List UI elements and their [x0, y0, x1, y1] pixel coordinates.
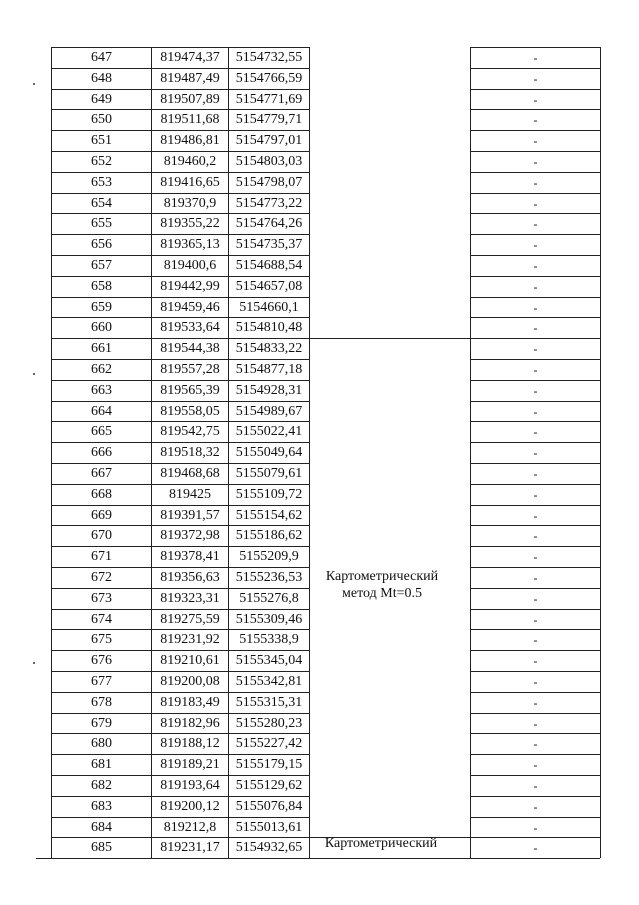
x-coordinate-cell: 819212,8 — [163, 819, 217, 835]
row-border — [51, 671, 309, 672]
point-number-cell: 658 — [91, 278, 112, 294]
y-coordinate-cell: 5155338,9 — [239, 632, 299, 648]
y-coordinate-cell: 5155129,62 — [235, 778, 303, 793]
y-coordinate-cell: 5154779,71 — [235, 112, 303, 128]
point-number-cell: 661 — [91, 341, 112, 357]
y-coordinate-cell: 5154657,08 — [235, 278, 303, 294]
row-border — [51, 796, 309, 797]
point-number-cell: 676 — [91, 653, 112, 669]
x-coordinate-cell: 819372,98 — [160, 528, 220, 544]
point-number-cell: 672 — [91, 570, 112, 585]
row-border-dash — [470, 671, 600, 672]
row-border — [51, 754, 309, 755]
row-border — [51, 775, 309, 776]
error-value-cell: - — [533, 175, 538, 190]
error-value-cell: - — [533, 446, 538, 461]
point-number-cell: 660 — [91, 320, 112, 336]
row-border — [51, 629, 309, 630]
row-border — [51, 713, 309, 714]
row-border-dash — [470, 796, 600, 797]
y-coordinate-cell: 5155309,46 — [235, 611, 303, 627]
x-coordinate-cell: 819542,75 — [160, 424, 220, 440]
row-border-dash — [470, 276, 600, 277]
error-value-cell: - — [533, 799, 538, 814]
y-coordinate-cell: 5154735,37 — [235, 237, 303, 253]
point-number-cell: 671 — [91, 549, 112, 565]
point-number-cell: 656 — [91, 237, 112, 253]
row-border-dash — [470, 151, 600, 152]
row-border-dash — [470, 338, 600, 339]
point-number-cell: 663 — [91, 382, 112, 398]
point-number-cell: 681 — [91, 757, 112, 773]
x-coordinate-cell: 819425 — [169, 486, 211, 502]
row-border — [51, 47, 309, 48]
row-border-dash — [470, 421, 600, 422]
y-coordinate-cell: 5155013,61 — [235, 819, 303, 835]
point-number-cell: 683 — [91, 798, 112, 814]
x-coordinate-cell: 819356,63 — [160, 570, 220, 585]
point-number-cell: 648 — [91, 70, 112, 86]
row-border-dash — [470, 130, 600, 131]
method-label-line2: метод Mt=0.5 — [342, 586, 422, 601]
x-coordinate-cell: 819200,12 — [160, 798, 220, 814]
row-border-dash — [470, 109, 600, 110]
y-coordinate-cell: 5154771,69 — [235, 91, 303, 107]
x-coordinate-cell: 819365,13 — [160, 237, 220, 253]
point-number-cell: 650 — [91, 112, 112, 128]
col-border-y — [309, 47, 310, 858]
x-coordinate-cell: 819518,32 — [160, 445, 220, 461]
row-border — [51, 733, 309, 734]
point-number-cell: 664 — [91, 403, 112, 419]
x-coordinate-cell: 819193,64 — [160, 778, 220, 793]
point-number-cell: 654 — [91, 195, 112, 211]
row-border — [51, 68, 309, 69]
row-border — [51, 359, 309, 360]
error-value-cell: - — [533, 737, 538, 752]
scan-speck — [33, 662, 35, 664]
row-border-dash — [470, 463, 600, 464]
y-coordinate-cell: 5155049,64 — [235, 445, 303, 461]
error-value-cell: - — [533, 51, 538, 65]
x-coordinate-cell: 819460,2 — [163, 154, 217, 169]
y-coordinate-cell: 5155109,72 — [235, 486, 303, 502]
row-border — [51, 297, 309, 298]
error-value-cell: - — [533, 820, 538, 835]
method-label-line1: Картометрический — [325, 569, 439, 584]
x-coordinate-cell: 819486,81 — [160, 133, 220, 149]
point-number-cell: 677 — [91, 674, 112, 689]
method-label — [312, 568, 452, 602]
row-border-dash — [470, 692, 600, 693]
row-border-dash — [470, 609, 600, 610]
row-border — [51, 109, 309, 110]
row-border — [51, 234, 309, 235]
row-border-dash — [470, 89, 600, 90]
x-coordinate-cell: 819459,46 — [160, 299, 220, 315]
row-border-dash — [470, 213, 600, 214]
point-number-cell: 679 — [91, 715, 112, 731]
row-border — [51, 692, 309, 693]
x-coordinate-cell: 819511,68 — [160, 112, 220, 128]
x-coordinate-cell: 819231,92 — [160, 632, 220, 648]
row-border-dash — [470, 68, 600, 69]
row-border-dash — [470, 775, 600, 776]
point-number-cell: 651 — [91, 133, 112, 149]
x-coordinate-cell: 819544,38 — [160, 341, 220, 357]
row-border — [51, 609, 309, 610]
point-number-cell: 649 — [91, 91, 112, 107]
y-coordinate-cell: 5155280,23 — [235, 715, 303, 731]
x-coordinate-cell: 819323,31 — [160, 590, 220, 606]
x-coordinate-cell: 819557,28 — [160, 362, 220, 377]
row-border — [51, 317, 309, 318]
row-border — [51, 442, 309, 443]
error-value-cell: - — [533, 259, 538, 273]
x-coordinate-cell: 819533,64 — [160, 320, 220, 336]
point-number-cell: 662 — [91, 362, 112, 377]
row-border — [51, 463, 309, 464]
y-coordinate-cell: 5154660,1 — [239, 299, 299, 315]
y-coordinate-cell: 5154932,65 — [235, 840, 303, 856]
y-coordinate-cell: 5154797,01 — [235, 133, 303, 149]
x-coordinate-cell: 819183,49 — [160, 694, 220, 710]
table-bottom-rule — [36, 858, 600, 859]
x-coordinate-cell: 819487,49 — [160, 70, 220, 86]
error-value-cell: - — [533, 342, 538, 357]
row-border — [51, 567, 309, 568]
row-border — [51, 401, 309, 402]
y-coordinate-cell: 5155186,62 — [235, 528, 303, 544]
row-border — [51, 213, 309, 214]
row-border-dash — [470, 588, 600, 589]
x-coordinate-cell: 819370,9 — [163, 195, 217, 211]
point-number-cell: 653 — [91, 174, 112, 190]
y-coordinate-cell: 5154989,67 — [235, 403, 303, 419]
x-coordinate-cell: 819210,61 — [160, 653, 220, 669]
y-coordinate-cell: 5154773,22 — [235, 195, 303, 211]
x-coordinate-cell: 819507,89 — [160, 91, 220, 107]
y-coordinate-cell: 5155315,31 — [235, 694, 303, 710]
row-border — [51, 505, 309, 506]
point-number-cell: 665 — [91, 424, 112, 440]
row-border-dash — [470, 47, 600, 48]
error-value-cell: - — [533, 591, 538, 606]
point-number-cell: 682 — [91, 778, 112, 793]
y-coordinate-cell: 5154833,22 — [235, 341, 303, 357]
y-coordinate-cell: 5155227,42 — [235, 736, 303, 752]
row-border-dash — [470, 505, 600, 506]
row-border-dash — [470, 650, 600, 651]
row-border-dash — [470, 484, 600, 485]
y-coordinate-cell: 5154688,54 — [235, 258, 303, 273]
x-coordinate-cell: 819378,41 — [160, 549, 220, 565]
row-border — [51, 484, 309, 485]
y-coordinate-cell: 5155179,15 — [235, 757, 303, 773]
y-coordinate-cell: 5155209,9 — [239, 549, 299, 565]
col-border-right — [600, 47, 601, 858]
row-border — [51, 130, 309, 131]
point-number-cell: 674 — [91, 611, 112, 627]
y-coordinate-cell: 5154732,55 — [235, 50, 303, 65]
point-number-cell: 678 — [91, 694, 112, 710]
point-number-cell: 668 — [91, 486, 112, 502]
x-coordinate-cell: 819182,96 — [160, 715, 220, 731]
scan-speck — [33, 83, 35, 85]
point-number-cell: 659 — [91, 299, 112, 315]
row-border — [51, 588, 309, 589]
row-border-dash — [470, 193, 600, 194]
row-border — [51, 380, 309, 381]
error-value-cell: - — [533, 758, 538, 773]
row-border-dash — [470, 546, 600, 547]
row-border — [51, 525, 309, 526]
error-value-cell: - — [533, 113, 538, 128]
row-border-dash — [470, 401, 600, 402]
x-coordinate-cell: 819416,65 — [160, 174, 220, 190]
row-border-dash — [470, 359, 600, 360]
row-border-dash — [470, 317, 600, 318]
error-value-cell: - — [533, 279, 538, 294]
error-value-cell: - — [533, 550, 538, 565]
x-coordinate-cell: 819558,05 — [160, 403, 220, 419]
error-value-cell: - — [533, 487, 538, 502]
point-number-cell: 669 — [91, 507, 112, 523]
y-coordinate-cell: 5154877,18 — [235, 362, 303, 377]
y-coordinate-cell: 5155342,81 — [235, 674, 303, 689]
x-coordinate-cell: 819231,17 — [160, 840, 220, 856]
row-border-dash — [470, 380, 600, 381]
x-coordinate-cell: 819188,12 — [160, 736, 220, 752]
error-value-cell: - — [533, 425, 538, 440]
point-number-cell: 675 — [91, 632, 112, 648]
y-coordinate-cell: 5154766,59 — [235, 70, 303, 86]
row-border — [51, 546, 309, 547]
row-border-dash — [470, 817, 600, 818]
y-coordinate-cell: 5155022,41 — [235, 424, 303, 440]
method-label-last-row: Картометрический — [324, 836, 438, 851]
point-number-cell: 667 — [91, 466, 112, 481]
y-coordinate-cell: 5155079,61 — [235, 466, 303, 481]
row-border-dash — [470, 629, 600, 630]
row-border-dash — [470, 525, 600, 526]
point-number-cell: 647 — [91, 50, 112, 65]
error-value-cell: - — [533, 155, 538, 169]
y-coordinate-cell: 5154810,48 — [235, 320, 303, 336]
error-value-cell: - — [533, 404, 538, 419]
error-value-cell: - — [533, 467, 538, 481]
row-border — [51, 650, 309, 651]
error-value-cell: - — [533, 633, 538, 648]
error-value-cell: - — [533, 71, 538, 86]
x-coordinate-cell: 819565,39 — [160, 382, 220, 398]
point-number-cell: 652 — [91, 154, 112, 169]
error-value-cell: - — [533, 695, 538, 710]
row-border-dash — [470, 255, 600, 256]
row-border-dash — [470, 442, 600, 443]
error-value-cell: - — [533, 675, 538, 689]
y-coordinate-cell: 5155076,84 — [235, 798, 303, 814]
y-coordinate-cell: 5155276,8 — [239, 590, 299, 606]
error-value-cell: - — [533, 716, 538, 731]
row-border — [51, 276, 309, 277]
error-value-cell: - — [533, 779, 538, 793]
y-coordinate-cell: 5155154,62 — [235, 507, 303, 523]
point-number-cell: 655 — [91, 216, 112, 232]
error-value-cell: - — [533, 508, 538, 523]
row-border-dash — [470, 713, 600, 714]
x-coordinate-cell: 819189,21 — [160, 757, 220, 773]
row-border — [51, 338, 470, 339]
row-border-dash — [470, 733, 600, 734]
error-value-cell: - — [533, 321, 538, 336]
point-number-cell: 680 — [91, 736, 112, 752]
error-value-cell: - — [533, 654, 538, 669]
point-number-cell: 670 — [91, 528, 112, 544]
row-border-dash — [470, 837, 600, 838]
error-value-cell: - — [533, 612, 538, 627]
point-number-cell: 666 — [91, 445, 112, 461]
x-coordinate-cell: 819391,57 — [160, 507, 220, 523]
y-coordinate-cell: 5155236,53 — [235, 570, 303, 585]
x-coordinate-cell: 819200,08 — [160, 674, 220, 689]
row-border-dash — [470, 754, 600, 755]
error-value-cell: - — [533, 92, 538, 107]
x-coordinate-cell: 819474,37 — [160, 50, 220, 65]
row-border-dash — [470, 234, 600, 235]
row-border — [51, 89, 309, 90]
error-value-cell: - — [533, 300, 538, 315]
row-border-dash — [470, 172, 600, 173]
error-value-cell: - — [533, 134, 538, 149]
row-border — [51, 172, 309, 173]
error-value-cell: - — [533, 529, 538, 544]
error-value-cell: - — [533, 363, 538, 377]
point-number-cell: 684 — [91, 819, 112, 835]
y-coordinate-cell: 5154928,31 — [235, 382, 303, 398]
point-number-cell: 685 — [91, 840, 112, 856]
y-coordinate-cell: 5154764,26 — [235, 216, 303, 232]
error-value-cell: - — [533, 841, 538, 856]
row-border-dash — [470, 567, 600, 568]
row-border — [51, 151, 309, 152]
error-value-cell: - — [533, 238, 538, 253]
error-value-cell: - — [533, 383, 538, 398]
row-border — [51, 193, 309, 194]
x-coordinate-cell: 819442,99 — [160, 278, 220, 294]
error-value-cell: - — [533, 196, 538, 211]
y-coordinate-cell: 5155345,04 — [235, 653, 303, 669]
y-coordinate-cell: 5154798,07 — [235, 174, 303, 190]
scan-speck — [33, 373, 35, 375]
error-value-cell: - — [533, 571, 538, 585]
x-coordinate-cell: 819275,59 — [160, 611, 220, 627]
row-border — [51, 421, 309, 422]
point-number-cell: 673 — [91, 590, 112, 606]
row-border-dash — [470, 297, 600, 298]
error-value-cell: - — [533, 217, 538, 232]
row-border — [51, 255, 309, 256]
x-coordinate-cell: 819355,22 — [160, 216, 220, 232]
x-coordinate-cell: 819468,68 — [160, 466, 220, 481]
row-border — [51, 817, 309, 818]
point-number-cell: 657 — [91, 258, 112, 273]
y-coordinate-cell: 5154803,03 — [235, 154, 303, 169]
x-coordinate-cell: 819400,6 — [163, 258, 217, 273]
